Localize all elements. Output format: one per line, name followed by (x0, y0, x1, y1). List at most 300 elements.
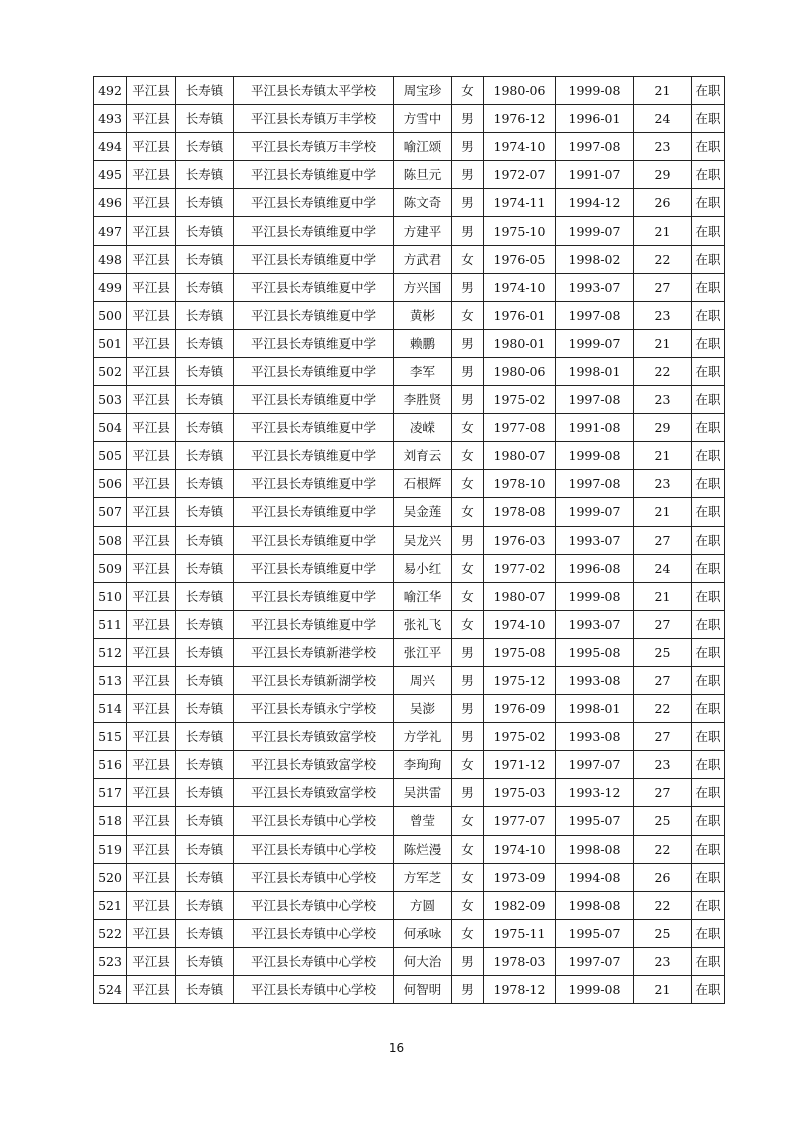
name-cell: 何大治 (394, 947, 452, 975)
table-row (94, 976, 725, 1004)
work-start-date-cell: 1997-08 (556, 386, 634, 414)
birth-date-cell: 1980-06 (484, 357, 556, 385)
name-cell: 方兴国 (394, 273, 452, 301)
school-cell: 平江县长寿镇中心学校 (234, 947, 394, 975)
school-cell: 平江县长寿镇致富学校 (234, 723, 394, 751)
status-cell: 在职 (692, 835, 725, 863)
town-cell: 长寿镇 (176, 582, 234, 610)
birth-date-cell: 1975-08 (484, 638, 556, 666)
status-cell: 在职 (692, 666, 725, 694)
work-start-date-cell: 1997-08 (556, 133, 634, 161)
work-start-date-cell: 1994-08 (556, 863, 634, 891)
table-row (94, 470, 725, 498)
row-index-cell: 497 (94, 217, 127, 245)
county-cell: 平江县 (127, 414, 176, 442)
school-cell: 平江县长寿镇太平学校 (234, 77, 394, 105)
birth-date-cell: 1974-10 (484, 610, 556, 638)
county-cell: 平江县 (127, 947, 176, 975)
row-index-cell: 493 (94, 105, 127, 133)
years-of-service-cell: 21 (634, 582, 692, 610)
years-of-service-cell: 25 (634, 638, 692, 666)
page-number: 16 (388, 1041, 405, 1055)
status-cell: 在职 (692, 329, 725, 357)
school-cell: 平江县长寿镇新港学校 (234, 638, 394, 666)
work-start-date-cell: 1993-07 (556, 273, 634, 301)
row-index-cell: 524 (94, 976, 127, 1004)
years-of-service-cell: 27 (634, 666, 692, 694)
county-cell: 平江县 (127, 105, 176, 133)
county-cell: 平江县 (127, 442, 176, 470)
row-index-cell: 509 (94, 554, 127, 582)
table-row (94, 638, 725, 666)
years-of-service-cell: 21 (634, 217, 692, 245)
town-cell: 长寿镇 (176, 133, 234, 161)
town-cell: 长寿镇 (176, 245, 234, 273)
town-cell: 长寿镇 (176, 442, 234, 470)
work-start-date-cell: 1998-01 (556, 695, 634, 723)
table-row (94, 947, 725, 975)
town-cell: 长寿镇 (176, 638, 234, 666)
town-cell: 长寿镇 (176, 779, 234, 807)
years-of-service-cell: 23 (634, 386, 692, 414)
status-cell: 在职 (692, 863, 725, 891)
name-cell: 方学礼 (394, 723, 452, 751)
status-cell: 在职 (692, 498, 725, 526)
row-index-cell: 523 (94, 947, 127, 975)
town-cell: 长寿镇 (176, 77, 234, 105)
years-of-service-cell: 26 (634, 189, 692, 217)
work-start-date-cell: 1991-07 (556, 161, 634, 189)
town-cell: 长寿镇 (176, 976, 234, 1004)
row-index-cell: 498 (94, 245, 127, 273)
name-cell: 吴金莲 (394, 498, 452, 526)
row-index-cell: 511 (94, 610, 127, 638)
birth-date-cell: 1973-09 (484, 863, 556, 891)
gender-cell: 女 (452, 414, 484, 442)
birth-date-cell: 1978-08 (484, 498, 556, 526)
work-start-date-cell: 1999-07 (556, 498, 634, 526)
county-cell: 平江县 (127, 779, 176, 807)
name-cell: 曾莹 (394, 807, 452, 835)
school-cell: 平江县长寿镇维夏中学 (234, 386, 394, 414)
name-cell: 周兴 (394, 666, 452, 694)
row-index-cell: 494 (94, 133, 127, 161)
work-start-date-cell: 1999-08 (556, 582, 634, 610)
birth-date-cell: 1975-12 (484, 666, 556, 694)
table-row (94, 273, 725, 301)
years-of-service-cell: 27 (634, 723, 692, 751)
years-of-service-cell: 27 (634, 779, 692, 807)
gender-cell: 男 (452, 386, 484, 414)
row-index-cell: 503 (94, 386, 127, 414)
row-index-cell: 517 (94, 779, 127, 807)
table-row (94, 751, 725, 779)
work-start-date-cell: 1993-08 (556, 666, 634, 694)
status-cell: 在职 (692, 976, 725, 1004)
table-row (94, 357, 725, 385)
status-cell: 在职 (692, 470, 725, 498)
status-cell: 在职 (692, 807, 725, 835)
birth-date-cell: 1980-01 (484, 329, 556, 357)
birth-date-cell: 1980-07 (484, 582, 556, 610)
years-of-service-cell: 22 (634, 835, 692, 863)
county-cell: 平江县 (127, 751, 176, 779)
row-index-cell: 505 (94, 442, 127, 470)
gender-cell: 女 (452, 835, 484, 863)
gender-cell: 男 (452, 357, 484, 385)
row-index-cell: 507 (94, 498, 127, 526)
years-of-service-cell: 21 (634, 329, 692, 357)
county-cell: 平江县 (127, 582, 176, 610)
birth-date-cell: 1978-10 (484, 470, 556, 498)
status-cell: 在职 (692, 891, 725, 919)
town-cell: 长寿镇 (176, 695, 234, 723)
table-row (94, 386, 725, 414)
table-row (94, 891, 725, 919)
school-cell: 平江县长寿镇中心学校 (234, 976, 394, 1004)
work-start-date-cell: 1993-07 (556, 610, 634, 638)
row-index-cell: 501 (94, 329, 127, 357)
years-of-service-cell: 23 (634, 470, 692, 498)
county-cell: 平江县 (127, 666, 176, 694)
table-row (94, 245, 725, 273)
name-cell: 何承咏 (394, 919, 452, 947)
school-cell: 平江县长寿镇维夏中学 (234, 526, 394, 554)
birth-date-cell: 1974-10 (484, 133, 556, 161)
years-of-service-cell: 22 (634, 891, 692, 919)
status-cell: 在职 (692, 77, 725, 105)
school-cell: 平江县长寿镇致富学校 (234, 751, 394, 779)
years-of-service-cell: 21 (634, 976, 692, 1004)
gender-cell: 女 (452, 77, 484, 105)
work-start-date-cell: 1998-01 (556, 357, 634, 385)
gender-cell: 女 (452, 245, 484, 273)
birth-date-cell: 1975-02 (484, 723, 556, 751)
table-row (94, 723, 725, 751)
town-cell: 长寿镇 (176, 386, 234, 414)
work-start-date-cell: 1993-12 (556, 779, 634, 807)
birth-date-cell: 1975-11 (484, 919, 556, 947)
school-cell: 平江县长寿镇维夏中学 (234, 189, 394, 217)
table-row (94, 161, 725, 189)
school-cell: 平江县长寿镇中心学校 (234, 863, 394, 891)
school-cell: 平江县长寿镇维夏中学 (234, 217, 394, 245)
work-start-date-cell: 1991-08 (556, 414, 634, 442)
name-cell: 黄彬 (394, 301, 452, 329)
town-cell: 长寿镇 (176, 610, 234, 638)
name-cell: 方建平 (394, 217, 452, 245)
work-start-date-cell: 1995-07 (556, 807, 634, 835)
town-cell: 长寿镇 (176, 161, 234, 189)
county-cell: 平江县 (127, 245, 176, 273)
years-of-service-cell: 24 (634, 105, 692, 133)
school-cell: 平江县长寿镇维夏中学 (234, 582, 394, 610)
school-cell: 平江县长寿镇万丰学校 (234, 105, 394, 133)
status-cell: 在职 (692, 638, 725, 666)
county-cell: 平江县 (127, 807, 176, 835)
county-cell: 平江县 (127, 526, 176, 554)
years-of-service-cell: 23 (634, 301, 692, 329)
row-index-cell: 492 (94, 77, 127, 105)
status-cell: 在职 (692, 554, 725, 582)
school-cell: 平江县长寿镇维夏中学 (234, 329, 394, 357)
name-cell: 张江平 (394, 638, 452, 666)
name-cell: 方圆 (394, 891, 452, 919)
county-cell: 平江县 (127, 273, 176, 301)
row-index-cell: 510 (94, 582, 127, 610)
name-cell: 陈旦元 (394, 161, 452, 189)
gender-cell: 男 (452, 947, 484, 975)
county-cell: 平江县 (127, 386, 176, 414)
gender-cell: 男 (452, 526, 484, 554)
county-cell: 平江县 (127, 357, 176, 385)
county-cell: 平江县 (127, 638, 176, 666)
birth-date-cell: 1978-03 (484, 947, 556, 975)
status-cell: 在职 (692, 442, 725, 470)
years-of-service-cell: 21 (634, 442, 692, 470)
name-cell: 李军 (394, 357, 452, 385)
table-row (94, 217, 725, 245)
gender-cell: 女 (452, 751, 484, 779)
school-cell: 平江县长寿镇维夏中学 (234, 273, 394, 301)
school-cell: 平江县长寿镇维夏中学 (234, 161, 394, 189)
row-index-cell: 502 (94, 357, 127, 385)
years-of-service-cell: 27 (634, 526, 692, 554)
birth-date-cell: 1977-08 (484, 414, 556, 442)
years-of-service-cell: 29 (634, 161, 692, 189)
table-row (94, 554, 725, 582)
birth-date-cell: 1980-06 (484, 77, 556, 105)
status-cell: 在职 (692, 133, 725, 161)
row-index-cell: 499 (94, 273, 127, 301)
town-cell: 长寿镇 (176, 807, 234, 835)
table-row (94, 498, 725, 526)
school-cell: 平江县长寿镇永宁学校 (234, 695, 394, 723)
gender-cell: 女 (452, 442, 484, 470)
gender-cell: 女 (452, 554, 484, 582)
gender-cell: 女 (452, 582, 484, 610)
status-cell: 在职 (692, 386, 725, 414)
county-cell: 平江县 (127, 77, 176, 105)
town-cell: 长寿镇 (176, 863, 234, 891)
school-cell: 平江县长寿镇致富学校 (234, 779, 394, 807)
name-cell: 凌嵘 (394, 414, 452, 442)
years-of-service-cell: 25 (634, 919, 692, 947)
status-cell: 在职 (692, 105, 725, 133)
table-row (94, 582, 725, 610)
gender-cell: 男 (452, 217, 484, 245)
staff-table (93, 76, 725, 1004)
status-cell: 在职 (692, 779, 725, 807)
work-start-date-cell: 1999-07 (556, 329, 634, 357)
gender-cell: 男 (452, 273, 484, 301)
name-cell: 吴洪雷 (394, 779, 452, 807)
work-start-date-cell: 1998-02 (556, 245, 634, 273)
years-of-service-cell: 27 (634, 610, 692, 638)
county-cell: 平江县 (127, 554, 176, 582)
table-body (94, 77, 725, 1004)
town-cell: 长寿镇 (176, 329, 234, 357)
row-index-cell: 522 (94, 919, 127, 947)
name-cell: 何智明 (394, 976, 452, 1004)
school-cell: 平江县长寿镇维夏中学 (234, 357, 394, 385)
town-cell: 长寿镇 (176, 835, 234, 863)
county-cell: 平江县 (127, 189, 176, 217)
town-cell: 长寿镇 (176, 919, 234, 947)
town-cell: 长寿镇 (176, 723, 234, 751)
school-cell: 平江县长寿镇维夏中学 (234, 301, 394, 329)
years-of-service-cell: 22 (634, 245, 692, 273)
birth-date-cell: 1978-12 (484, 976, 556, 1004)
table-row (94, 695, 725, 723)
school-cell: 平江县长寿镇万丰学校 (234, 133, 394, 161)
status-cell: 在职 (692, 357, 725, 385)
name-cell: 喻江颂 (394, 133, 452, 161)
gender-cell: 女 (452, 301, 484, 329)
town-cell: 长寿镇 (176, 189, 234, 217)
birth-date-cell: 1980-07 (484, 442, 556, 470)
school-cell: 平江县长寿镇维夏中学 (234, 610, 394, 638)
work-start-date-cell: 1999-07 (556, 217, 634, 245)
school-cell: 平江县长寿镇维夏中学 (234, 414, 394, 442)
name-cell: 方军芝 (394, 863, 452, 891)
years-of-service-cell: 21 (634, 498, 692, 526)
county-cell: 平江县 (127, 891, 176, 919)
school-cell: 平江县长寿镇中心学校 (234, 919, 394, 947)
town-cell: 长寿镇 (176, 891, 234, 919)
status-cell: 在职 (692, 217, 725, 245)
birth-date-cell: 1975-10 (484, 217, 556, 245)
years-of-service-cell: 24 (634, 554, 692, 582)
status-cell: 在职 (692, 695, 725, 723)
table-row (94, 779, 725, 807)
town-cell: 长寿镇 (176, 301, 234, 329)
birth-date-cell: 1977-02 (484, 554, 556, 582)
county-cell: 平江县 (127, 835, 176, 863)
row-index-cell: 512 (94, 638, 127, 666)
row-index-cell: 518 (94, 807, 127, 835)
gender-cell: 女 (452, 610, 484, 638)
name-cell: 陈烂漫 (394, 835, 452, 863)
gender-cell: 男 (452, 723, 484, 751)
birth-date-cell: 1974-10 (484, 273, 556, 301)
status-cell: 在职 (692, 610, 725, 638)
county-cell: 平江县 (127, 976, 176, 1004)
name-cell: 方雪中 (394, 105, 452, 133)
row-index-cell: 508 (94, 526, 127, 554)
county-cell: 平江县 (127, 133, 176, 161)
gender-cell: 女 (452, 919, 484, 947)
name-cell: 陈文奇 (394, 189, 452, 217)
name-cell: 易小红 (394, 554, 452, 582)
name-cell: 石根辉 (394, 470, 452, 498)
gender-cell: 男 (452, 105, 484, 133)
work-start-date-cell: 1993-07 (556, 526, 634, 554)
gender-cell: 女 (452, 470, 484, 498)
town-cell: 长寿镇 (176, 357, 234, 385)
county-cell: 平江县 (127, 329, 176, 357)
name-cell: 李胜贤 (394, 386, 452, 414)
row-index-cell: 495 (94, 161, 127, 189)
status-cell: 在职 (692, 245, 725, 273)
name-cell: 张礼飞 (394, 610, 452, 638)
status-cell: 在职 (692, 751, 725, 779)
birth-date-cell: 1977-07 (484, 807, 556, 835)
work-start-date-cell: 1999-08 (556, 442, 634, 470)
school-cell: 平江县长寿镇维夏中学 (234, 245, 394, 273)
table-row (94, 919, 725, 947)
school-cell: 平江县长寿镇新湖学校 (234, 666, 394, 694)
gender-cell: 女 (452, 807, 484, 835)
county-cell: 平江县 (127, 723, 176, 751)
years-of-service-cell: 27 (634, 273, 692, 301)
table-row (94, 133, 725, 161)
status-cell: 在职 (692, 414, 725, 442)
status-cell: 在职 (692, 189, 725, 217)
work-start-date-cell: 1998-08 (556, 891, 634, 919)
table-row (94, 666, 725, 694)
gender-cell: 男 (452, 161, 484, 189)
birth-date-cell: 1971-12 (484, 751, 556, 779)
birth-date-cell: 1976-05 (484, 245, 556, 273)
gender-cell: 男 (452, 779, 484, 807)
school-cell: 平江县长寿镇维夏中学 (234, 442, 394, 470)
years-of-service-cell: 22 (634, 695, 692, 723)
name-cell: 吴澎 (394, 695, 452, 723)
birth-date-cell: 1974-11 (484, 189, 556, 217)
status-cell: 在职 (692, 526, 725, 554)
status-cell: 在职 (692, 301, 725, 329)
name-cell: 喻江华 (394, 582, 452, 610)
work-start-date-cell: 1998-08 (556, 835, 634, 863)
birth-date-cell: 1974-10 (484, 835, 556, 863)
table-row (94, 526, 725, 554)
row-index-cell: 506 (94, 470, 127, 498)
status-cell: 在职 (692, 723, 725, 751)
status-cell: 在职 (692, 947, 725, 975)
county-cell: 平江县 (127, 863, 176, 891)
work-start-date-cell: 1995-08 (556, 638, 634, 666)
work-start-date-cell: 1997-07 (556, 751, 634, 779)
school-cell: 平江县长寿镇中心学校 (234, 891, 394, 919)
row-index-cell: 514 (94, 695, 127, 723)
years-of-service-cell: 23 (634, 751, 692, 779)
county-cell: 平江县 (127, 161, 176, 189)
work-start-date-cell: 1996-08 (556, 554, 634, 582)
gender-cell: 女 (452, 863, 484, 891)
town-cell: 长寿镇 (176, 751, 234, 779)
school-cell: 平江县长寿镇维夏中学 (234, 554, 394, 582)
years-of-service-cell: 23 (634, 133, 692, 161)
gender-cell: 男 (452, 133, 484, 161)
row-index-cell: 496 (94, 189, 127, 217)
years-of-service-cell: 25 (634, 807, 692, 835)
work-start-date-cell: 1997-08 (556, 301, 634, 329)
school-cell: 平江县长寿镇维夏中学 (234, 498, 394, 526)
name-cell: 李珣珣 (394, 751, 452, 779)
county-cell: 平江县 (127, 470, 176, 498)
row-index-cell: 504 (94, 414, 127, 442)
birth-date-cell: 1972-07 (484, 161, 556, 189)
town-cell: 长寿镇 (176, 470, 234, 498)
table-row (94, 610, 725, 638)
table-row (94, 863, 725, 891)
status-cell: 在职 (692, 273, 725, 301)
table-row (94, 835, 725, 863)
years-of-service-cell: 22 (634, 357, 692, 385)
row-index-cell: 515 (94, 723, 127, 751)
table-row (94, 329, 725, 357)
